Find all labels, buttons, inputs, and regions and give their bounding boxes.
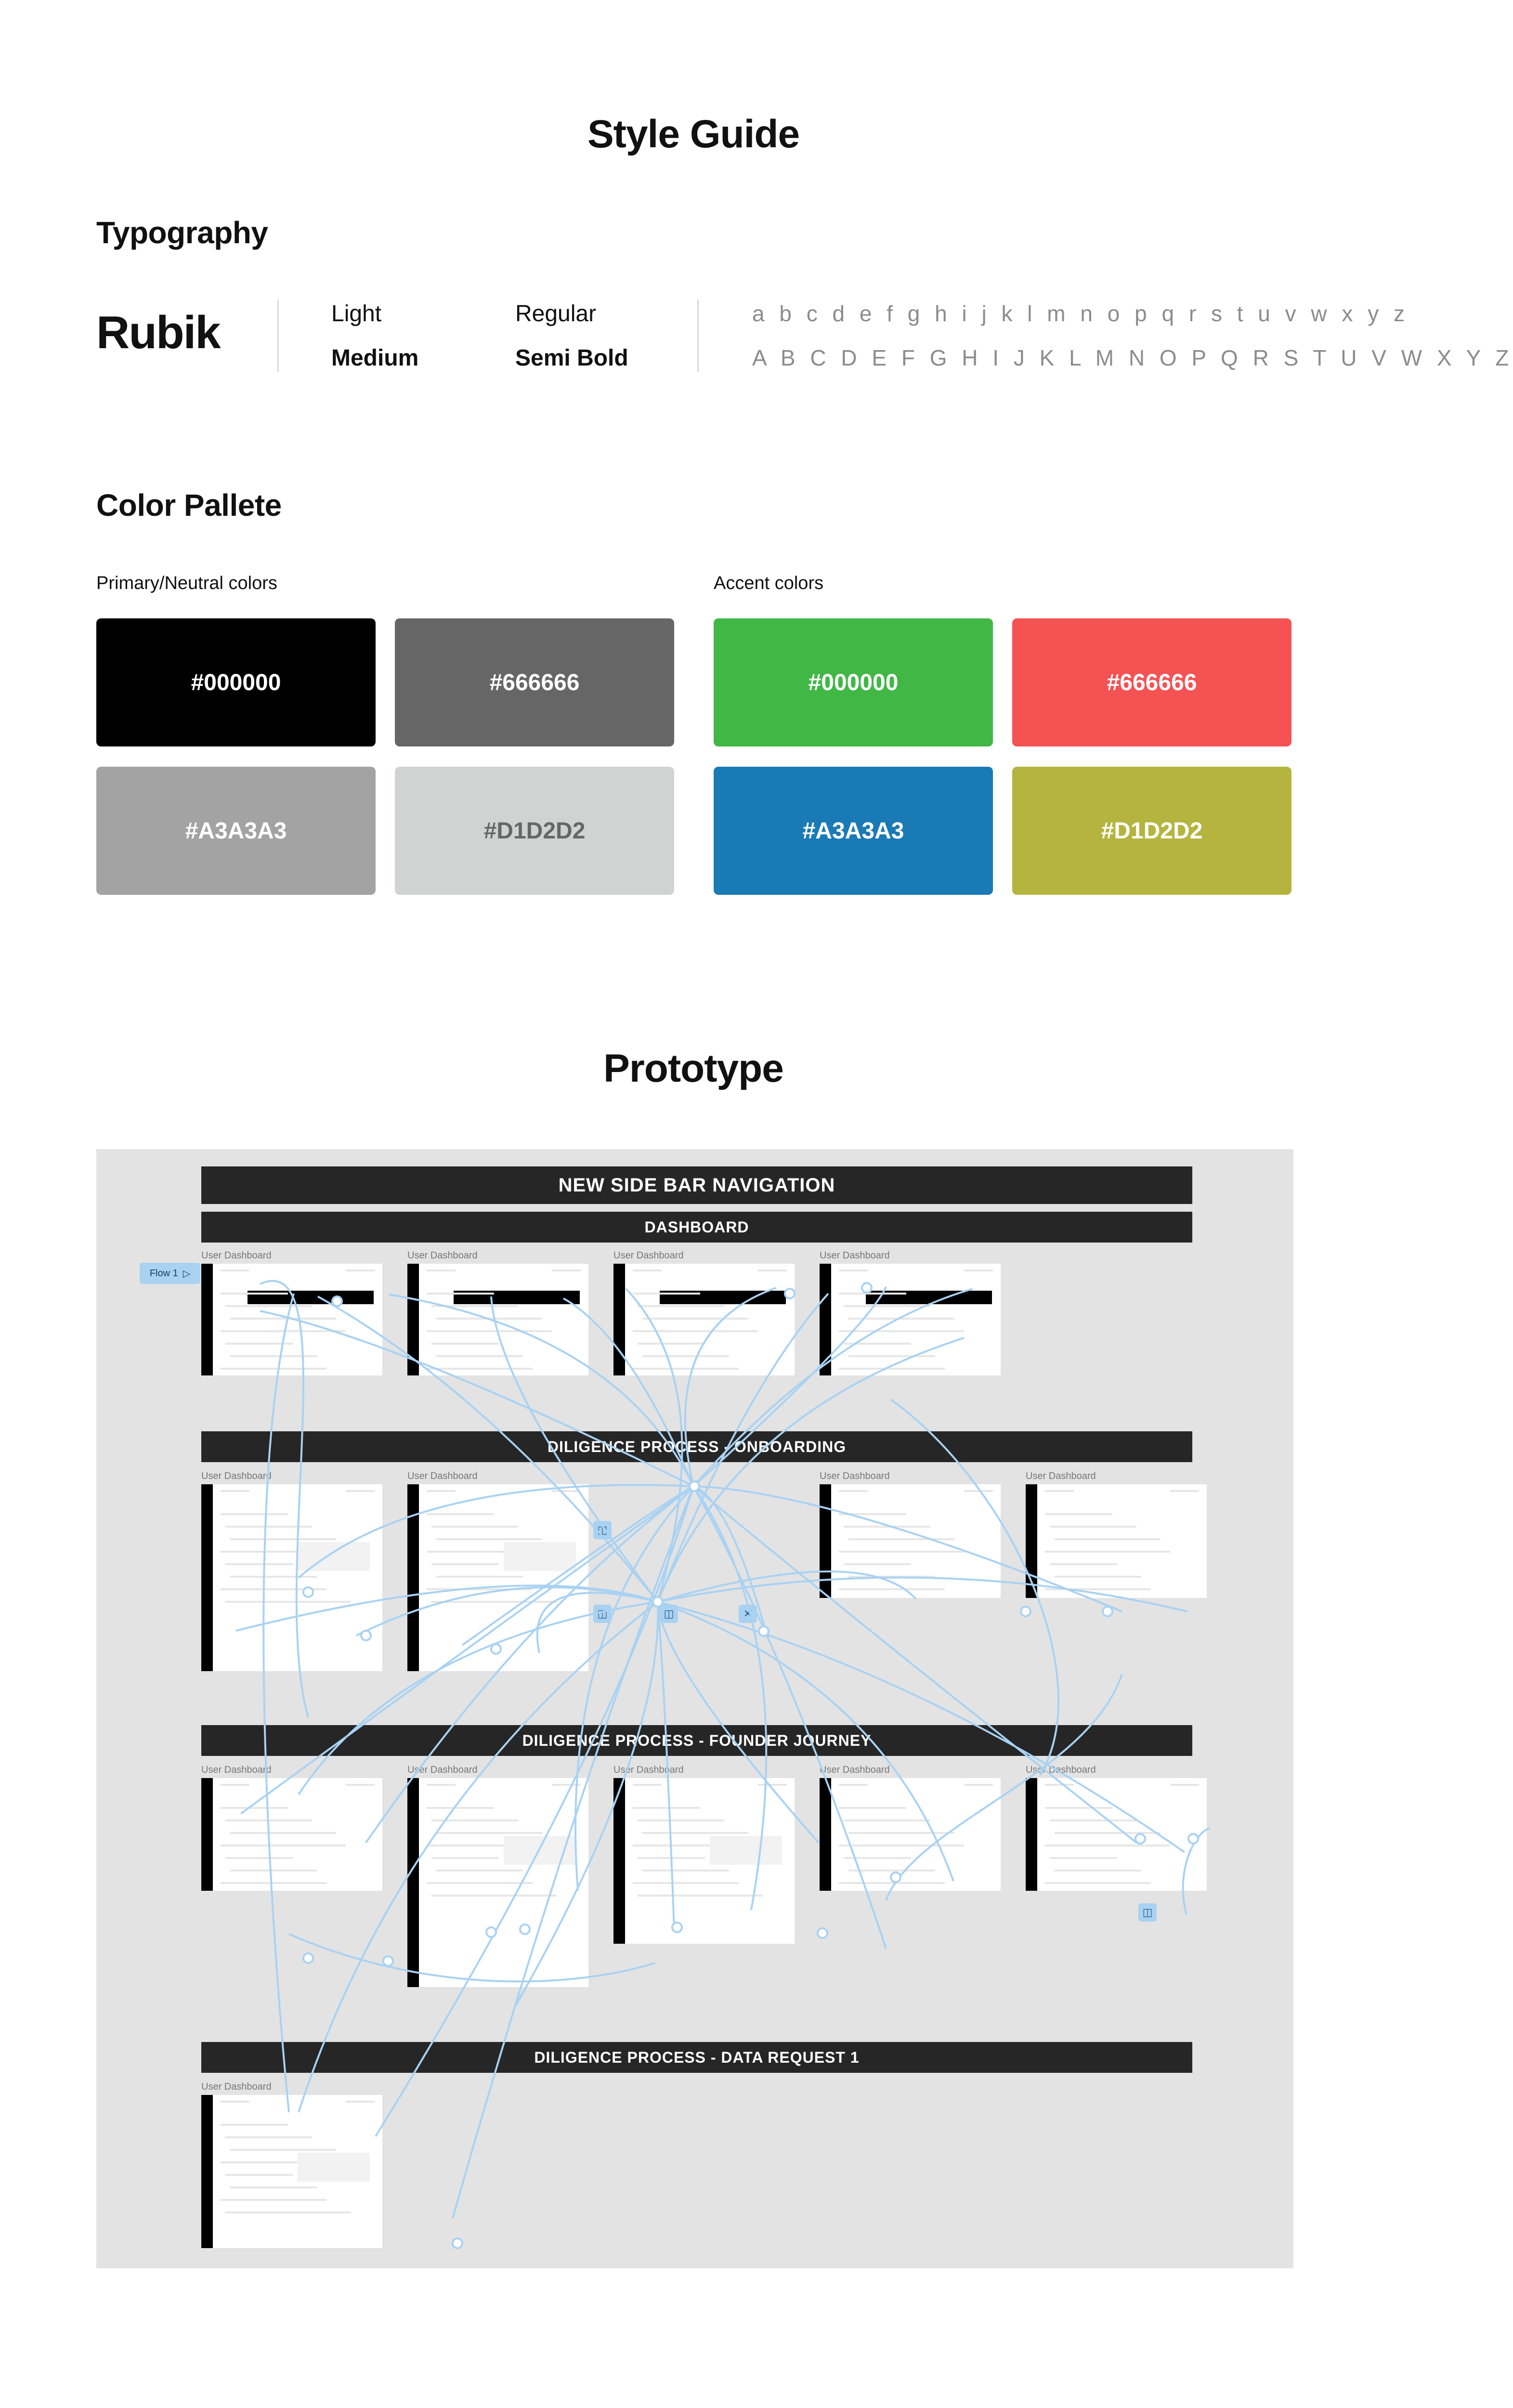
connection-handle[interactable] (1135, 1834, 1145, 1844)
lowercase-alphabet: a b c d e f g h i j k l m n o p q r s t u v w x y z (752, 301, 1409, 326)
weight-semibold: Semi Bold (515, 345, 628, 371)
accent-colors-label: Accent colors (714, 573, 824, 593)
connection-handle[interactable] (303, 1587, 313, 1597)
section-onboarding: DILIGENCE PROCESS - ONBOARDING (201, 1431, 1192, 1462)
color-palette-heading: Color Pallete (96, 488, 282, 523)
section-founder-journey: DILIGENCE PROCESS - FOUNDER JOURNEY (201, 1725, 1192, 1756)
frame-label: User Dashboard (201, 1250, 272, 1261)
primary-colors-label: Primary/Neutral colors (96, 573, 277, 593)
accent-swatch: #A3A3A3 (714, 767, 993, 895)
connection-handle[interactable] (1103, 1607, 1112, 1616)
prototype-title: Prototype (603, 1047, 783, 1090)
frame-label: User Dashboard (407, 1250, 478, 1261)
frame-label: User Dashboard (820, 1250, 890, 1261)
prototype-connections (96, 1149, 1293, 2268)
connection-handle[interactable] (361, 1631, 371, 1640)
close-icon[interactable]: ✕ (739, 1605, 757, 1623)
connection-handle[interactable] (303, 1953, 313, 1963)
primary-swatch: #D1D2D2 (395, 767, 674, 895)
frame-label: User Dashboard (613, 1765, 684, 1775)
connection-handle[interactable] (785, 1289, 795, 1298)
connection-handle[interactable] (1188, 1834, 1198, 1844)
connection-handle[interactable] (862, 1283, 872, 1293)
connection-handle[interactable] (1021, 1607, 1030, 1616)
prototype-canvas[interactable] (96, 1149, 1293, 2268)
connection-handle[interactable] (653, 1597, 663, 1607)
connection-handle[interactable] (520, 1924, 530, 1934)
connection-handle[interactable] (332, 1296, 342, 1306)
flow-label: Flow 1 (149, 1268, 178, 1279)
connection-handle[interactable] (690, 1481, 699, 1491)
alphabet-divider (697, 300, 699, 372)
font-name: Rubik (96, 307, 220, 358)
weight-regular: Regular (515, 301, 597, 327)
connection-handle[interactable] (759, 1626, 769, 1636)
style-guide-title: Style Guide (587, 112, 800, 156)
connection-handle[interactable] (453, 2238, 462, 2248)
overlay-node-icon[interactable]: ◫ (1138, 1903, 1157, 1922)
weight-medium: Medium (331, 345, 419, 371)
frame-label: User Dashboard (1026, 1765, 1096, 1775)
frame-label: User Dashboard (820, 1765, 890, 1775)
connection-handle[interactable] (491, 1644, 501, 1654)
overlay-node-icon[interactable]: ◫ (593, 1605, 612, 1623)
frame-label: User Dashboard (201, 1765, 272, 1775)
accent-swatch: #666666 (1012, 618, 1291, 746)
weight-light: Light (331, 301, 382, 327)
uppercase-alphabet: A B C D E F G H I J K L M N O P Q R S T U V W X Y Z (752, 345, 1513, 370)
overlay-node-icon[interactable]: ◫ (593, 1521, 612, 1539)
overlay-node-icon[interactable]: ◫ (660, 1605, 678, 1623)
frame-label: User Dashboard (407, 1471, 478, 1481)
main-nav-header: NEW SIDE BAR NAVIGATION (201, 1166, 1192, 1204)
connection-handle[interactable] (891, 1872, 900, 1882)
frame-label: User Dashboard (613, 1250, 684, 1261)
frame-label: User Dashboard (820, 1471, 890, 1481)
primary-swatch: #666666 (395, 618, 674, 746)
accent-swatch: #D1D2D2 (1012, 767, 1291, 895)
connection-handle[interactable] (818, 1928, 827, 1938)
section-dashboard: DASHBOARD (201, 1212, 1192, 1243)
primary-swatch: #000000 (96, 618, 376, 746)
frame-label: User Dashboard (201, 1471, 272, 1481)
typography-divider (277, 300, 279, 372)
frame-label: User Dashboard (201, 2081, 272, 2092)
section-data-request: DILIGENCE PROCESS - DATA REQUEST 1 (201, 2042, 1192, 2073)
frame-label: User Dashboard (1026, 1471, 1096, 1481)
typography-heading: Typography (96, 215, 268, 250)
primary-swatch: #A3A3A3 (96, 767, 376, 895)
play-icon: ▷ (183, 1268, 191, 1279)
connection-handle[interactable] (383, 1956, 393, 1966)
connection-handle[interactable] (672, 1923, 682, 1932)
frame-label: User Dashboard (407, 1765, 478, 1775)
connection-handle[interactable] (486, 1927, 496, 1937)
accent-swatch: #000000 (714, 618, 993, 746)
